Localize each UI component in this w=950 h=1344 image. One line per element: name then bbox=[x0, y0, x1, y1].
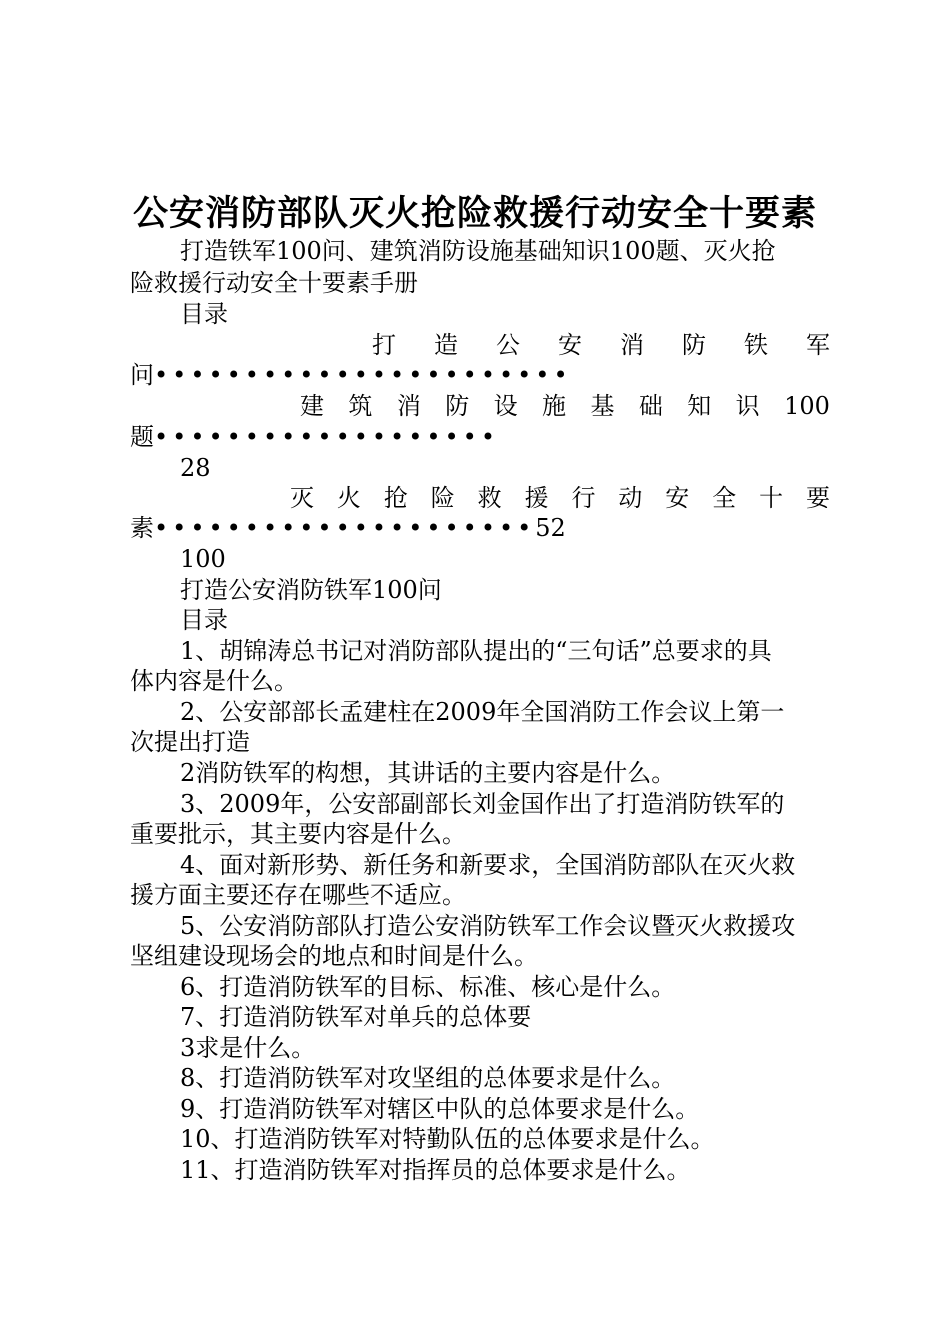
question-1-cont: 体内容是什么。 bbox=[130, 667, 298, 695]
subtitle-line: 险救援行动安全十要素手册 bbox=[130, 269, 418, 297]
toc-page-tail: 100 bbox=[180, 545, 226, 573]
section-toc-heading: 目录 bbox=[180, 606, 228, 634]
question-2: 2、公安部部长孟建柱在2009年全国消防工作会议上第一 bbox=[180, 698, 785, 726]
toc-entry-2-page: 28 bbox=[180, 454, 211, 482]
document-title: 公安消防部队灭火抢险救援行动安全十要素 bbox=[132, 193, 817, 234]
toc-entry-3-leader: 素•••••••••••••••••••••52 bbox=[130, 514, 566, 542]
question-4: 4、面对新形势、新任务和新要求，全国消防部队在灭火救 bbox=[180, 851, 796, 879]
question-2-cont: 2消防铁军的构想，其讲话的主要内容是什么。 bbox=[180, 759, 676, 787]
question-4-cont: 援方面主要还存在哪些不适应。 bbox=[130, 881, 466, 909]
toc-entry-1-title: 打 造 公 安 消 防 铁 军 bbox=[372, 331, 830, 359]
question-5: 5、公安消防部队打造公安消防铁军工作会议暨灭火救援攻 bbox=[180, 912, 796, 940]
question-9: 9、打造消防铁军对辖区中队的总体要求是什么。 bbox=[180, 1095, 700, 1123]
question-8: 8、打造消防铁军对攻坚组的总体要求是什么。 bbox=[180, 1064, 676, 1092]
toc-heading: 目录 bbox=[180, 300, 228, 328]
question-3-cont: 重要批示，其主要内容是什么。 bbox=[130, 820, 466, 848]
toc-entry-2-title: 建 筑 消 防 设 施 基 础 知 识 100 bbox=[300, 392, 830, 420]
question-7: 7、打造消防铁军对单兵的总体要 bbox=[180, 1003, 532, 1031]
question-3: 3、2009年，公安部副部长刘金国作出了打造消防铁军的 bbox=[180, 790, 785, 818]
question-5-cont: 坚组建设现场会的地点和时间是什么。 bbox=[130, 942, 538, 970]
question-7-cont: 3求是什么。 bbox=[180, 1034, 316, 1062]
toc-entry-2-leader: 题••••••••••••••••••• bbox=[130, 423, 499, 451]
toc-entry-1-leader: 问••••••••••••••••••••••• bbox=[130, 361, 572, 389]
section-title: 打造公安消防铁军100问 bbox=[180, 576, 442, 604]
question-11: 11、打造消防铁军对指挥员的总体要求是什么。 bbox=[180, 1156, 691, 1184]
toc-entry-3-title: 灭 火 抢 险 救 援 行 动 安 全 十 要 bbox=[290, 484, 830, 512]
question-6: 6、打造消防铁军的目标、标准、核心是什么。 bbox=[180, 973, 676, 1001]
question-10: 10、打造消防铁军对特勤队伍的总体要求是什么。 bbox=[180, 1125, 715, 1153]
question-2-cont: 次提出打造 bbox=[130, 728, 250, 756]
subtitle-line: 打造铁军100问、建筑消防设施基础知识100题、灭火抢 bbox=[180, 237, 776, 265]
question-1: 1、胡锦涛总书记对消防部队提出的“三句话”总要求的具 bbox=[180, 637, 772, 665]
